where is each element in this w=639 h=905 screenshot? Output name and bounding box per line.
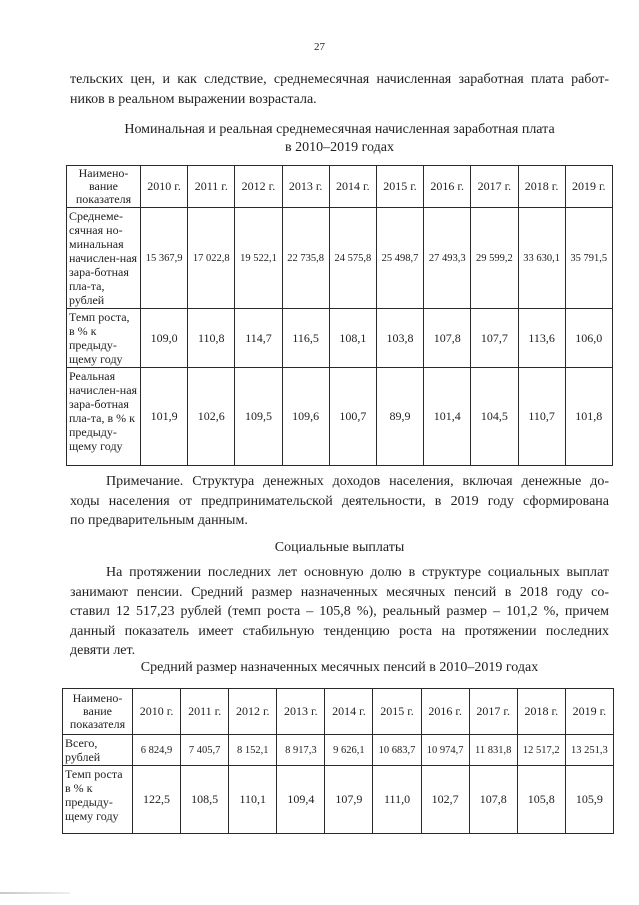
year-header: 2018 г. <box>517 689 565 735</box>
table-cell: 12 517,2 <box>517 735 565 766</box>
table-cell: 17 022,8 <box>188 208 235 309</box>
table-cell: 102,6 <box>188 368 235 466</box>
intro-line: тельских цен, и как следствие, среднемесячная начисленная заработная плата работ- <box>70 72 609 87</box>
table-cell: 10 683,7 <box>373 735 421 766</box>
pension-table <box>62 688 614 834</box>
table-row <box>67 309 613 368</box>
year-header: 2010 г. <box>141 166 188 208</box>
table-cell: 7 405,7 <box>181 735 229 766</box>
year-header: 2019 г. <box>565 689 613 735</box>
row-label: Всего, рублей <box>63 735 133 766</box>
table-row <box>67 368 613 466</box>
table-cell: 109,0 <box>141 309 188 368</box>
note-line: ходы населения от предпринимательской деятельности, в 2019 году сформирована <box>70 493 609 509</box>
year-header: 2014 г. <box>325 689 373 735</box>
wage-table <box>66 165 613 466</box>
table-cell: 15 367,9 <box>141 208 188 309</box>
table-cell: 109,6 <box>282 368 329 466</box>
year-header: 2016 г. <box>424 166 471 208</box>
year-header: 2011 г. <box>188 166 235 208</box>
table-cell: 6 824,9 <box>133 735 181 766</box>
table-cell: 107,8 <box>469 766 517 834</box>
row-label: Темп роста, в % к предыду-щему году <box>67 309 141 368</box>
table-cell: 24 575,8 <box>329 208 376 309</box>
year-header: 2015 г. <box>376 166 423 208</box>
table-cell: 110,8 <box>188 309 235 368</box>
table-cell: 108,5 <box>181 766 229 834</box>
table-cell: 101,8 <box>565 368 612 466</box>
intro-paragraph <box>70 70 609 109</box>
year-header: 2014 г. <box>329 166 376 208</box>
table-cell: 25 498,7 <box>376 208 423 309</box>
row-label: Реальная начислен-ная зара-ботная пла-та, в % к предыду-щему году <box>67 368 141 466</box>
table-cell: 102,7 <box>421 766 469 834</box>
table-header-row <box>67 166 613 208</box>
note-paragraph <box>70 472 609 531</box>
page-number: 27 <box>314 41 325 53</box>
year-header: 2016 г. <box>421 689 469 735</box>
year-header: 2012 г. <box>229 689 277 735</box>
social-line: данный показатель имеет стабильную тенденцию роста на протяжении последних <box>70 623 609 639</box>
table-cell: 109,5 <box>235 368 282 466</box>
table-cell: 22 735,8 <box>282 208 329 309</box>
table-cell: 110,1 <box>229 766 277 834</box>
year-header: 2017 г. <box>471 166 518 208</box>
table-cell: 113,6 <box>518 309 565 368</box>
table-cell: 13 251,3 <box>565 735 613 766</box>
social-heading: Социальные выплаты <box>274 540 405 555</box>
table-cell: 105,8 <box>517 766 565 834</box>
table-cell: 104,5 <box>471 368 518 466</box>
row-label: Темп роста в % к предыду-щему году <box>63 766 133 834</box>
table-cell: 101,9 <box>141 368 188 466</box>
table1-caption-line: в 2010–2019 годах <box>285 140 394 155</box>
note-line: Примечание. Структура денежных доходов населения, включая денежные до- <box>106 474 609 489</box>
year-header: 2013 г. <box>277 689 325 735</box>
table-cell: 114,7 <box>235 309 282 368</box>
year-header: 2018 г. <box>518 166 565 208</box>
year-header: 2012 г. <box>235 166 282 208</box>
table-cell: 89,9 <box>376 368 423 466</box>
corner-header: Наимено-вание показателя <box>63 689 133 735</box>
table-cell: 101,4 <box>424 368 471 466</box>
year-header: 2010 г. <box>133 689 181 735</box>
note-line: по предварительным данным. <box>70 513 248 528</box>
social-line: девяти лет. <box>70 643 136 658</box>
table1-caption <box>70 121 609 157</box>
table2-caption: Средний размер назначенных месячных пенсий в 2010–2019 годах <box>140 660 539 675</box>
table-cell: 108,1 <box>329 309 376 368</box>
table-cell: 8 152,1 <box>229 735 277 766</box>
table-cell: 122,5 <box>133 766 181 834</box>
scan-edge-mark <box>0 892 70 894</box>
social-line: ставил 12 517,23 рублей (темп роста – 105,8 %), реальный размер – 101,2 %, причем <box>70 604 609 619</box>
table-cell: 116,5 <box>282 309 329 368</box>
row-label: Среднеме-сячная но-минальная начислен-ная зара-ботная пла-та, рублей <box>67 208 141 309</box>
table-cell: 9 626,1 <box>325 735 373 766</box>
table-cell: 105,9 <box>565 766 613 834</box>
table-cell: 8 917,3 <box>277 735 325 766</box>
corner-header: Наимено-вание показателя <box>67 166 141 208</box>
table-cell: 106,0 <box>565 309 612 368</box>
year-header: 2017 г. <box>469 689 517 735</box>
intro-line: ников в реальном выражении возрастала. <box>70 91 317 107</box>
social-paragraph <box>70 563 609 661</box>
table-cell: 19 522,1 <box>235 208 282 309</box>
year-header: 2011 г. <box>181 689 229 735</box>
year-header: 2019 г. <box>565 166 612 208</box>
table-row <box>63 735 614 766</box>
table-cell: 100,7 <box>329 368 376 466</box>
table-cell: 110,7 <box>518 368 565 466</box>
table-cell: 27 493,3 <box>424 208 471 309</box>
table-cell: 29 599,2 <box>471 208 518 309</box>
table-cell: 107,9 <box>325 766 373 834</box>
table-cell: 33 630,1 <box>518 208 565 309</box>
table-cell: 35 791,5 <box>565 208 612 309</box>
table-cell: 103,8 <box>376 309 423 368</box>
table-cell: 107,7 <box>471 309 518 368</box>
social-line: На протяжении последних лет основную долю в структуре социальных выплат <box>106 565 609 580</box>
year-header: 2015 г. <box>373 689 421 735</box>
table-cell: 11 831,8 <box>469 735 517 766</box>
table-cell: 111,0 <box>373 766 421 834</box>
table-cell: 107,8 <box>424 309 471 368</box>
table1-caption-line: Номинальная и реальная среднемесячная начисленная заработная плата <box>124 122 555 137</box>
social-line: занимают пенсии. Средний размер назначенных месячных пенсий в 2018 году со- <box>70 584 609 600</box>
year-header: 2013 г. <box>282 166 329 208</box>
table-cell: 10 974,7 <box>421 735 469 766</box>
table-cell: 109,4 <box>277 766 325 834</box>
table-header-row <box>63 689 614 735</box>
table-row <box>67 208 613 309</box>
table-row <box>63 766 614 834</box>
